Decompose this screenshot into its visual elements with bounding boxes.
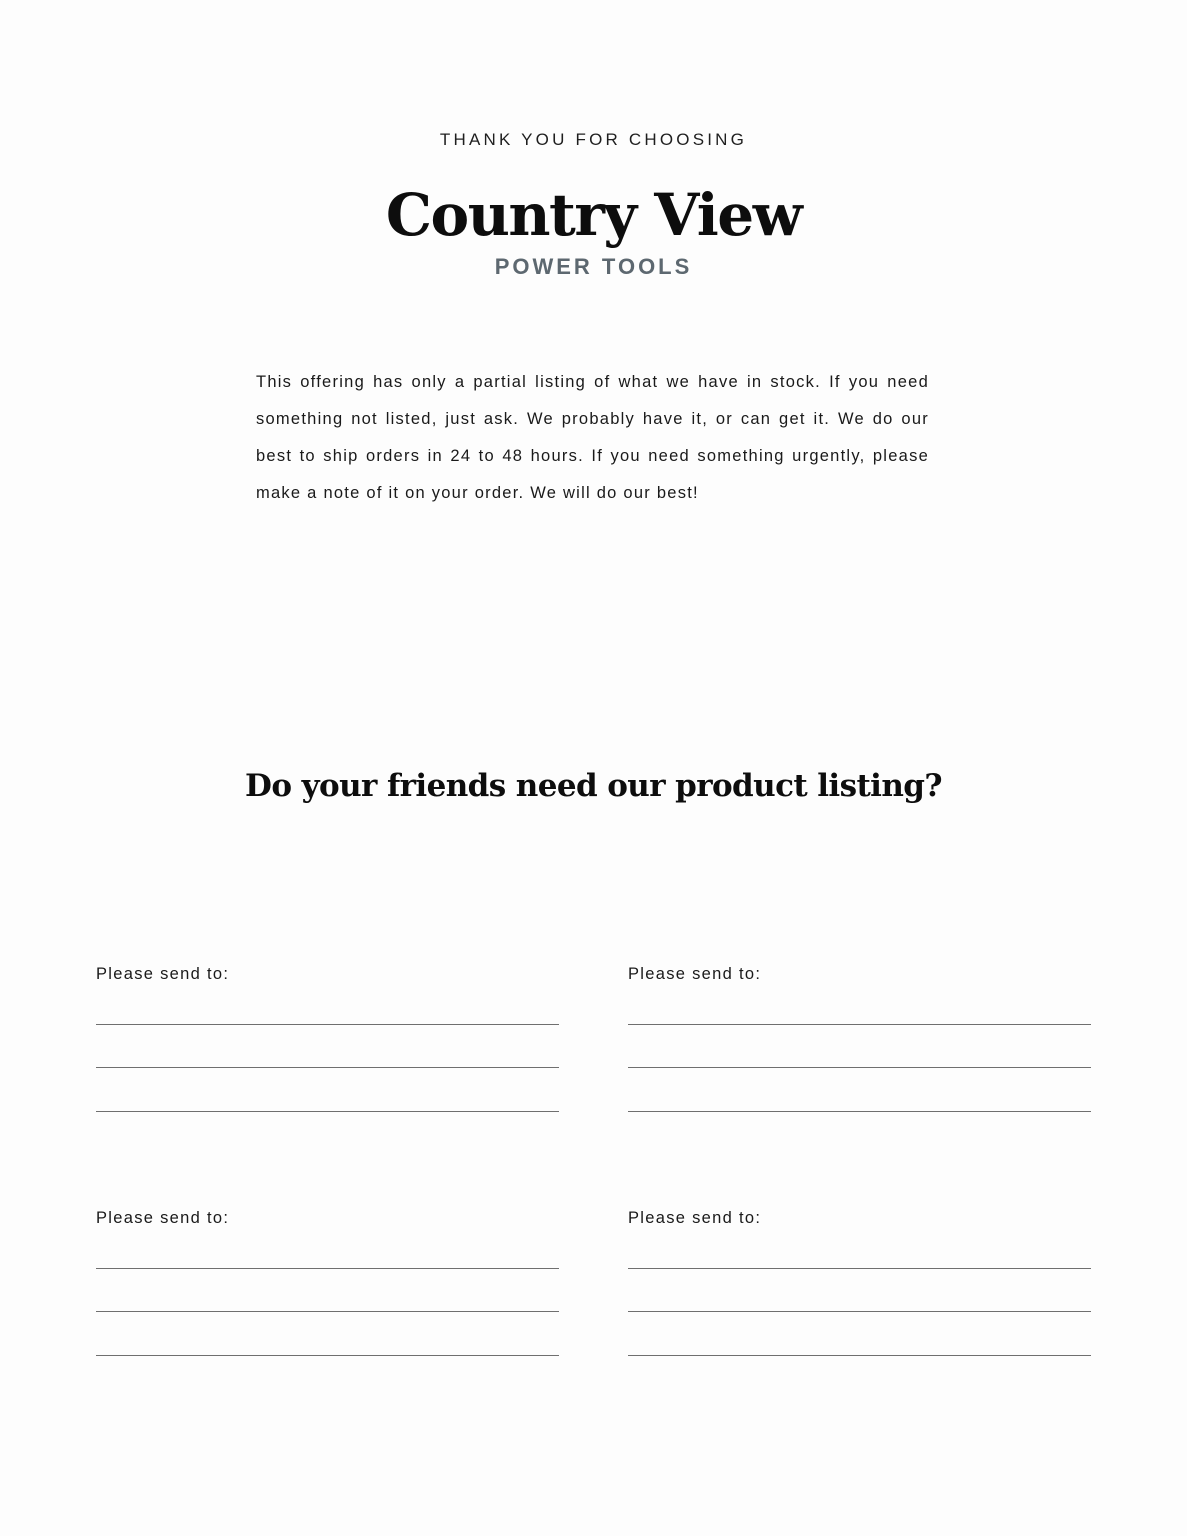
referral-question: Do your friends need our product listing? xyxy=(245,768,942,804)
send-to-label: Please send to: xyxy=(628,965,762,983)
address-line-2[interactable] xyxy=(96,1067,559,1068)
address-line-1[interactable] xyxy=(96,1024,559,1025)
address-line-2[interactable] xyxy=(96,1311,559,1312)
address-line-1[interactable] xyxy=(628,1024,1091,1025)
address-line-3[interactable] xyxy=(628,1355,1091,1356)
address-line-3[interactable] xyxy=(96,1355,559,1356)
send-to-form-1 xyxy=(96,966,559,1116)
send-to-form-4 xyxy=(628,1210,1091,1360)
address-line-1[interactable] xyxy=(96,1268,559,1269)
send-to-form-2 xyxy=(628,966,1091,1116)
address-line-3[interactable] xyxy=(96,1111,559,1112)
thank-you-kicker: THANK YOU FOR CHOOSING xyxy=(439,130,748,149)
address-line-1[interactable] xyxy=(628,1268,1091,1269)
send-to-label: Please send to: xyxy=(96,965,230,983)
brand-subtitle: POWER TOOLS xyxy=(494,254,693,279)
send-to-label: Please send to: xyxy=(628,1209,762,1227)
send-to-form-3 xyxy=(96,1210,559,1360)
address-line-3[interactable] xyxy=(628,1111,1091,1112)
address-line-2[interactable] xyxy=(628,1067,1091,1068)
send-to-label: Please send to: xyxy=(96,1209,230,1227)
address-line-2[interactable] xyxy=(628,1311,1091,1312)
brand-name: Country View xyxy=(385,181,802,249)
intro-paragraph: This offering has only a partial listing of what we have in stock. If you need something not listed, just ask. We probably have it, or can get it. We do our best to ship orders in 24 to 48 hours. If you need something urgently, please make a note of it on your order. We will do our best! xyxy=(256,373,929,502)
